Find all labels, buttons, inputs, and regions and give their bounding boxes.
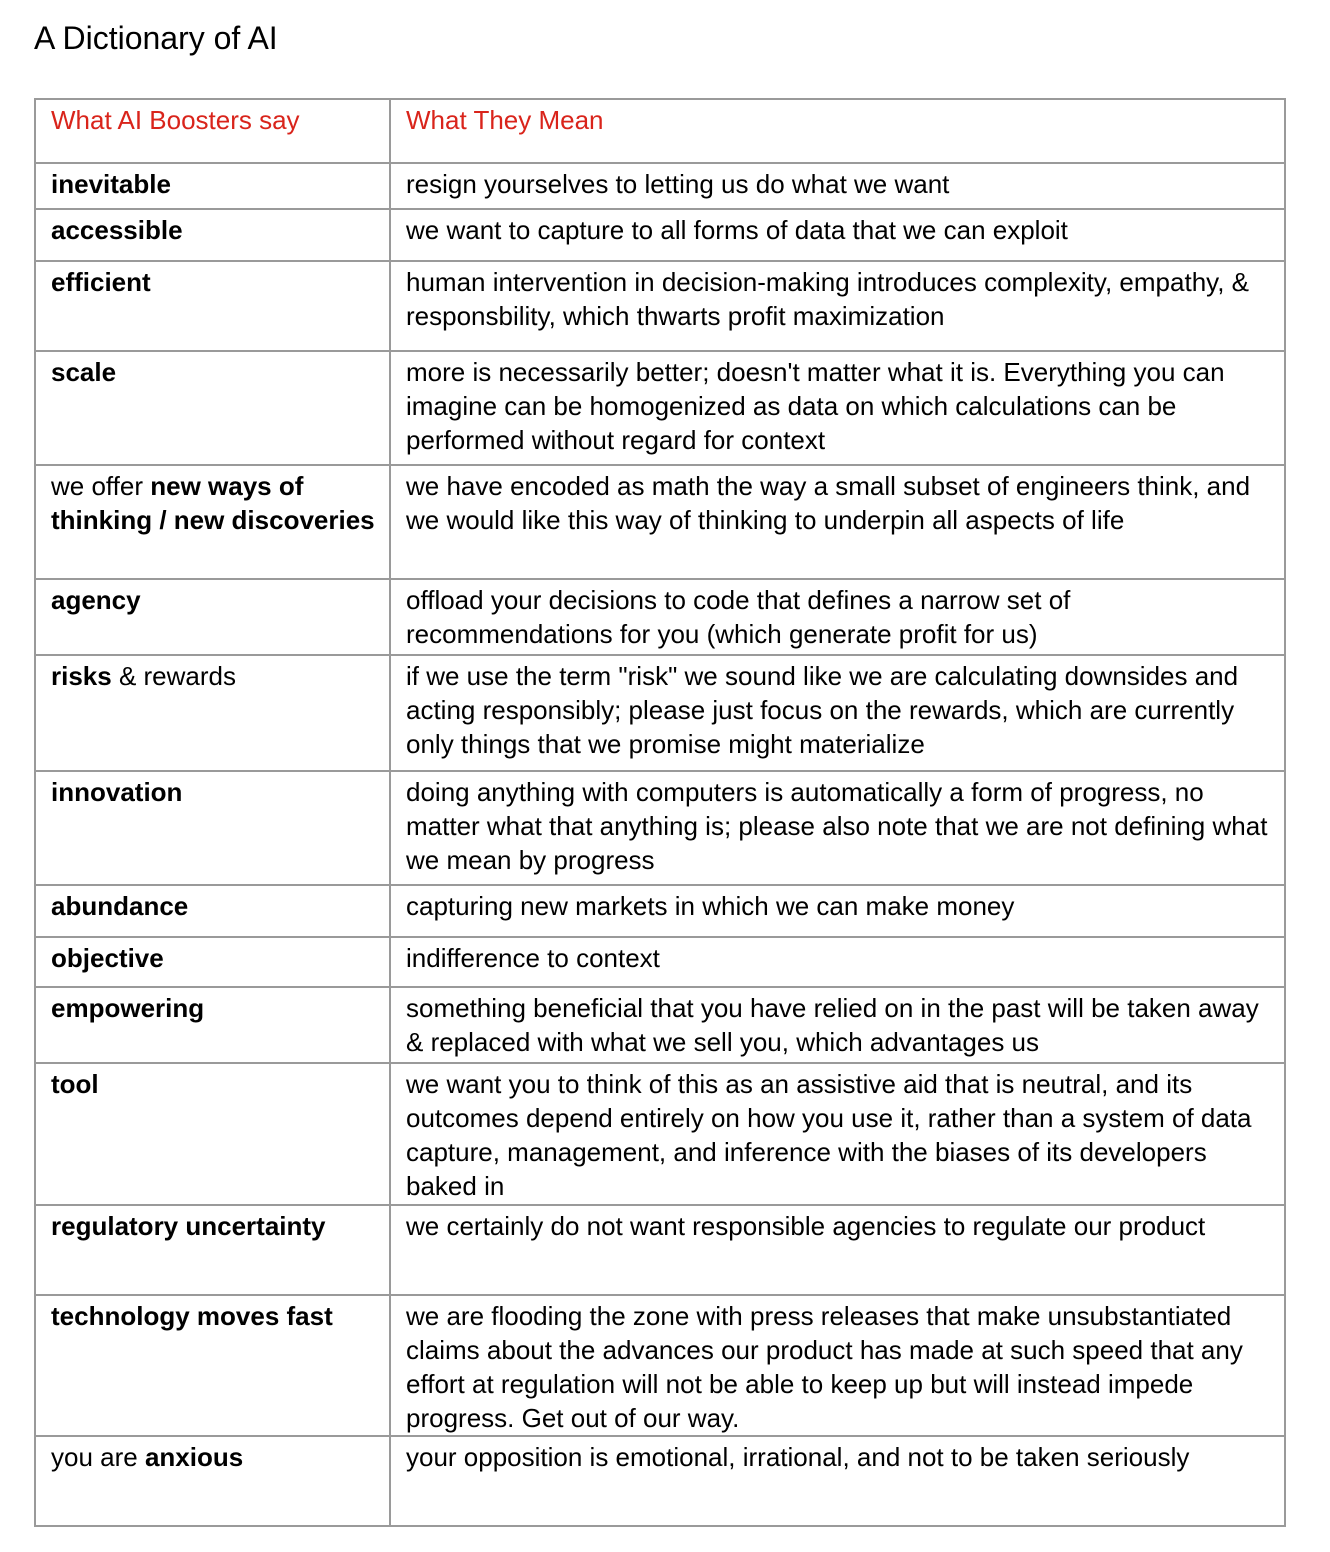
term-cell xyxy=(35,655,390,771)
table-row xyxy=(35,579,1285,655)
term-bold-text: innovation xyxy=(51,777,183,807)
table-row xyxy=(35,1436,1285,1526)
term-bold-text: inevitable xyxy=(51,169,171,199)
term-cell xyxy=(35,937,390,987)
term-bold-text: technology moves fast xyxy=(51,1301,333,1331)
meaning-cell: we are flooding the zone with press releases that make unsubstantiated claims about the advances our product has made at such speed that any effort at regulation will not be able to keep up but will instead impede progress. Get out of our way. xyxy=(390,1295,1285,1436)
meaning-cell: doing anything with computers is automatically a form of progress, no matter what that anything is; please also note that we are not defining what we mean by progress xyxy=(390,771,1285,885)
term-text: & rewards xyxy=(111,661,236,691)
meaning-cell: we want you to think of this as an assistive aid that is neutral, and its outcomes depend entirely on how you use it, rather than a system of data capture, management, and inference with the biases of its developers baked in xyxy=(390,1063,1285,1205)
term-bold-text: anxious xyxy=(144,1442,244,1472)
term-text: you are xyxy=(51,1442,145,1472)
term-bold-text: new ways of thinking / new discoveries xyxy=(51,471,375,535)
term-cell xyxy=(35,771,390,885)
term-bold-text: agency xyxy=(51,585,141,615)
term-cell xyxy=(35,261,390,351)
table-row xyxy=(35,655,1285,771)
term-cell xyxy=(35,987,390,1063)
term-cell xyxy=(35,1436,390,1526)
dictionary-body xyxy=(35,163,1285,1526)
term-bold-text: scale xyxy=(51,357,117,387)
term-bold-text: efficient xyxy=(51,267,151,297)
table-row xyxy=(35,1205,1285,1295)
table-row xyxy=(35,163,1285,209)
term-bold-text: abundance xyxy=(51,891,189,921)
term-text: we offer xyxy=(51,471,151,501)
meaning-cell: we have encoded as math the way a small subset of engineers think, and we would like this way of thinking to underpin all aspects of life xyxy=(390,465,1285,579)
term-cell xyxy=(35,1295,390,1436)
meaning-cell: indifference to context xyxy=(390,937,1285,987)
term-bold-text: empowering xyxy=(51,993,205,1023)
page-title: A Dictionary of AI xyxy=(34,20,278,56)
table-row xyxy=(35,1063,1285,1205)
term-cell xyxy=(35,163,390,209)
term-bold-text: risks xyxy=(51,661,112,691)
term-cell xyxy=(35,209,390,261)
table-row xyxy=(35,351,1285,465)
table-row xyxy=(35,209,1285,261)
meaning-cell: if we use the term "risk" we sound like we are calculating downsides and acting responsibly; please just focus on the rewards, which are currently only things that we promise might materialize xyxy=(390,655,1285,771)
term-cell xyxy=(35,351,390,465)
meaning-cell: we want to capture to all forms of data that we can exploit xyxy=(390,209,1285,261)
meaning-cell: something beneficial that you have relied on in the past will be taken away & replaced with what we sell you, which advantages us xyxy=(390,987,1285,1063)
meaning-cell: human intervention in decision-making introduces complexity, empathy, & responsbility, which thwarts profit maximization xyxy=(390,261,1285,351)
term-cell xyxy=(35,885,390,937)
column-header-boosters-say: What AI Boosters say xyxy=(35,99,390,163)
table-row xyxy=(35,987,1285,1063)
meaning-cell: offload your decisions to code that defines a narrow set of recommendations for you (which generate profit for us) xyxy=(390,579,1285,655)
term-bold-text: accessible xyxy=(51,215,183,245)
table-header-row xyxy=(35,99,1285,163)
term-bold-text: tool xyxy=(51,1069,99,1099)
table-row xyxy=(35,885,1285,937)
table-row xyxy=(35,771,1285,885)
term-cell xyxy=(35,465,390,579)
dictionary-table xyxy=(34,98,1286,1527)
column-header-they-mean: What They Mean xyxy=(390,99,1285,163)
table-row xyxy=(35,465,1285,579)
term-cell xyxy=(35,1063,390,1205)
term-cell xyxy=(35,579,390,655)
table-row xyxy=(35,1295,1285,1436)
meaning-cell: we certainly do not want responsible agencies to regulate our product xyxy=(390,1205,1285,1295)
table-row xyxy=(35,937,1285,987)
meaning-cell: your opposition is emotional, irrational, and not to be taken seriously xyxy=(390,1436,1285,1526)
meaning-cell: resign yourselves to letting us do what we want xyxy=(390,163,1285,209)
term-bold-text: objective xyxy=(51,943,164,973)
term-bold-text: regulatory uncertainty xyxy=(51,1211,326,1241)
table-row xyxy=(35,261,1285,351)
meaning-cell: more is necessarily better; doesn't matter what it is. Everything you can imagine can be homogenized as data on which calculations can be performed without regard for context xyxy=(390,351,1285,465)
meaning-cell: capturing new markets in which we can make money xyxy=(390,885,1285,937)
term-cell xyxy=(35,1205,390,1295)
